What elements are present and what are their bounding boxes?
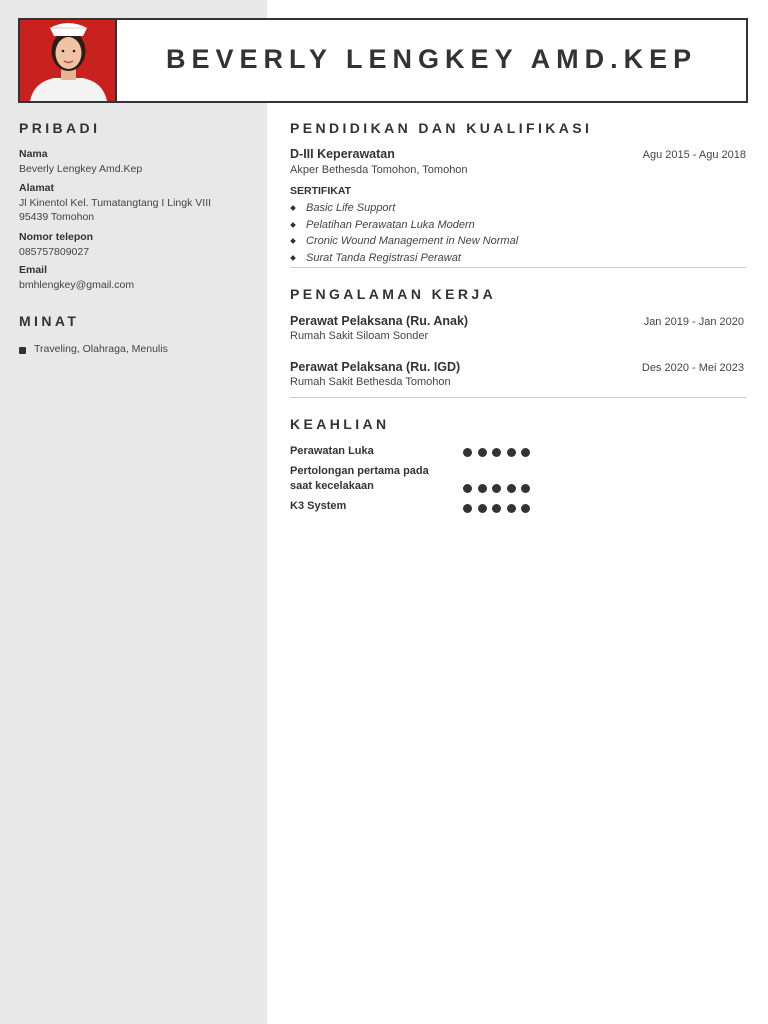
- rating-dot-icon: [521, 484, 530, 493]
- certificate-list: [290, 200, 518, 266]
- rating-dot-icon: [507, 448, 516, 457]
- section-title-minat: MINAT: [19, 313, 80, 329]
- job-dates-1: Jan 2019 - Jan 2020: [643, 316, 744, 328]
- job-role-1: Perawat Pelaksana (Ru. Anak): [290, 314, 469, 328]
- rating-dot-icon: [463, 504, 472, 513]
- diamond-bullet-icon: [290, 238, 296, 244]
- diamond-bullet-icon: [290, 255, 296, 261]
- rating-dot-icon: [478, 448, 487, 457]
- field-value-nama: Beverly Lengkey Amd.Kep: [19, 163, 143, 175]
- skill-name-2-line2: saat kecelakaan: [290, 480, 374, 492]
- list-item: [290, 200, 518, 217]
- field-label-alamat: Alamat: [19, 182, 55, 194]
- field-value-alamat-line2: 95439 Tomohon: [19, 211, 95, 223]
- education-school: Akper Bethesda Tomohon, Tomohon: [290, 164, 468, 176]
- section-title-pribadi: PRIBADI: [19, 120, 101, 136]
- rating-dot-icon: [463, 484, 472, 493]
- section-title-pengalaman: PENGALAMAN KERJA: [290, 286, 497, 302]
- field-label-phone: Nomor telepon: [19, 231, 94, 243]
- job-role-2: Perawat Pelaksana (Ru. IGD): [290, 360, 461, 374]
- section-divider: [290, 397, 746, 398]
- rating-dot-icon: [507, 484, 516, 493]
- list-item: [290, 233, 518, 250]
- job-place-1: Rumah Sakit Siloam Sonder: [290, 330, 429, 342]
- section-title-keahlian: KEAHLIAN: [290, 416, 390, 432]
- field-value-alamat-line1: Jl Kinentol Kel. Tumatangtang I Lingk VIII: [19, 197, 212, 209]
- section-divider: [290, 267, 746, 268]
- skill-rating-2: [463, 484, 530, 493]
- rating-dot-icon: [478, 484, 487, 493]
- certificate-name: Basic Life Support: [306, 202, 396, 214]
- skill-name-2-line1: Pertolongan pertama pada: [290, 465, 429, 477]
- rating-dot-icon: [463, 448, 472, 457]
- field-label-email: Email: [19, 264, 48, 276]
- page-title: BEVERLY LENGKEY AMD.KEP: [166, 44, 698, 74]
- skill-rating-3: [463, 504, 530, 513]
- skill-name-3: K3 System: [290, 500, 347, 512]
- education-degree: D-III Keperawatan: [290, 147, 395, 161]
- skill-rating-1: [463, 448, 530, 457]
- rating-dot-icon: [492, 448, 501, 457]
- rating-dot-icon: [507, 504, 516, 513]
- field-value-phone: 085757809027: [19, 246, 90, 258]
- diamond-bullet-icon: [290, 222, 296, 228]
- header-box: [18, 18, 748, 103]
- square-bullet-icon: [19, 347, 26, 354]
- field-label-nama: Nama: [19, 148, 48, 160]
- rating-dot-icon: [521, 504, 530, 513]
- profile-photo: [20, 20, 117, 101]
- rating-dot-icon: [521, 448, 530, 457]
- certificate-name: Pelatihan Perawatan Luka Modern: [306, 218, 475, 231]
- rating-dot-icon: [492, 504, 501, 513]
- rating-dot-icon: [492, 484, 501, 493]
- job-place-2: Rumah Sakit Bethesda Tomohon: [290, 376, 451, 388]
- list-item: [290, 217, 518, 234]
- job-dates-2: Des 2020 - Mei 2023: [641, 362, 744, 374]
- certificate-name: Surat Tanda Registrasi Perawat: [306, 251, 461, 264]
- section-title-pendidikan: PENDIDIKAN DAN KUALIFIKASI: [290, 120, 593, 136]
- rating-dot-icon: [478, 504, 487, 513]
- certificate-heading: SERTIFIKAT: [290, 185, 352, 197]
- minat-item: Traveling, Olahraga, Menulis: [34, 343, 168, 355]
- list-item: [290, 250, 518, 267]
- skill-name-1: Perawatan Luka: [290, 445, 374, 457]
- field-value-email: bmhlengkey@gmail.com: [19, 279, 135, 291]
- certificate-name: Cronic Wound Management in New Normal: [306, 235, 519, 247]
- diamond-bullet-icon: [290, 205, 296, 211]
- education-dates: Agu 2015 - Agu 2018: [642, 149, 746, 161]
